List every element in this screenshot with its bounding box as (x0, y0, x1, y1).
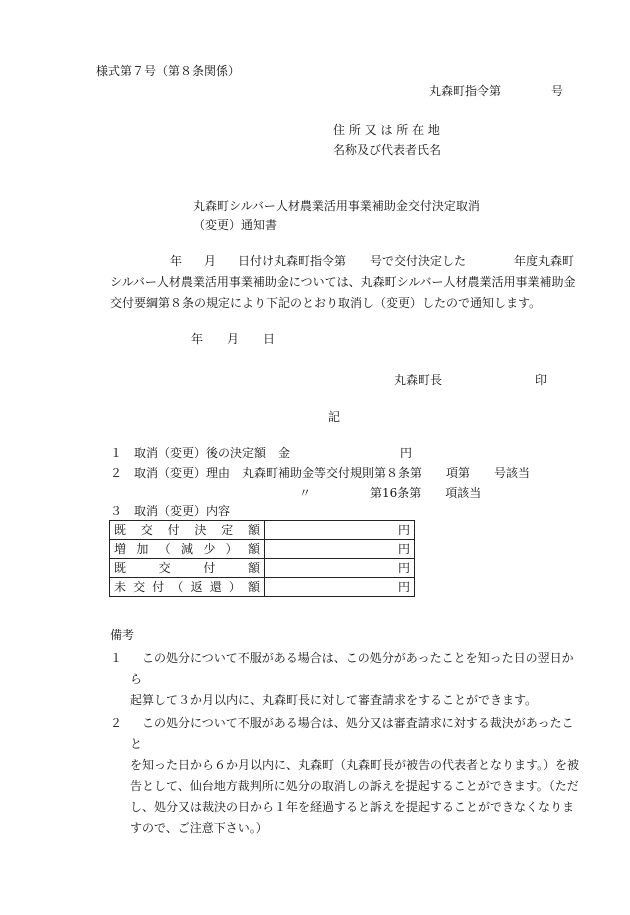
note-2-number: ２ (110, 716, 123, 730)
label-char: 交 (133, 580, 146, 594)
label-char: 返 (190, 580, 203, 594)
amount-table-row (110, 521, 415, 540)
directive-suffix: 号 (551, 84, 564, 98)
document-title-line2: （変更）通知書 (193, 218, 278, 232)
amount-row-value: 円 (265, 578, 415, 597)
issuer-title: 丸森町長 (394, 373, 443, 387)
amount-table-row (110, 540, 415, 559)
label-char: 交 (140, 523, 153, 537)
amount-row-label (110, 559, 265, 578)
notes-heading: 備考 (110, 628, 135, 642)
document-title-line1: 丸森町シルバー人材農業活用事業補助金交付決定取消 (193, 199, 480, 213)
note-1-line2: 起算して３か月以内に、丸森町長に対して審査請求をすることができます。 (130, 693, 538, 707)
label-char: 交 (158, 561, 171, 575)
item-1: １ 取消（変更）後の決定額 金 円 (110, 446, 413, 460)
notes (110, 625, 580, 839)
label-char: 未 (114, 580, 127, 594)
item-2-rule2: 第16条第 項該当 (370, 486, 482, 500)
amount-row-value: 円 (265, 521, 415, 540)
directive-number (429, 84, 563, 98)
label-char: 付 (203, 561, 216, 575)
intro-line2: シルバー人材農業活用事業補助金については、丸森町シルバー人材農業活用事業補助金 (110, 275, 576, 289)
label-char: 額 (247, 580, 260, 594)
amount-row-value: 円 (265, 540, 415, 559)
ki-heading: 記 (328, 410, 341, 424)
amount-row-label-chars (114, 540, 260, 558)
label-char: ） (228, 580, 241, 594)
label-char: 既 (114, 523, 127, 537)
amount-table (109, 520, 415, 597)
amount-row-label (110, 540, 265, 559)
label-char: 付 (152, 580, 165, 594)
amount-row-label (110, 521, 265, 540)
address-label: 住 所 又 は 所 在 地 (333, 123, 440, 137)
name-label: 名称及び代表者氏名 (333, 143, 442, 157)
label-char: 額 (247, 561, 260, 575)
label-char: 定 (221, 523, 234, 537)
label-char: ） (225, 542, 238, 556)
amount-table-body (110, 521, 415, 597)
note-2-line1: この処分について不服がある場合は、処分又は審査請求に対する裁決があったこと (130, 716, 574, 751)
label-char: 少 (203, 542, 216, 556)
note-2-line5: すので、ご注意下さい。） (130, 821, 268, 835)
note-2-line2: を知った日から６か月以内に、丸森町（丸森町長が被告の代表者となります。）を被 (130, 758, 580, 772)
form-number: 様式第７号（第８条関係） (96, 64, 241, 78)
amount-row-label-chars (114, 521, 260, 539)
label-char: 減 (180, 542, 193, 556)
label-char: 還 (209, 580, 222, 594)
note-2 (110, 713, 580, 839)
item-2-ditto: 〃 (299, 486, 312, 500)
label-char: 既 (114, 561, 127, 575)
note-1-line1: この処分について不服がある場合は、この処分があったことを知った日の翌日から (130, 651, 574, 686)
amount-row-label-chars (114, 578, 260, 596)
label-char: 増 (114, 542, 127, 556)
intro-line1: 年 月 日付け丸森町指令第 号で交付決定した 年度丸森町 (170, 254, 575, 268)
label-char: 額 (247, 542, 260, 556)
label-char: 決 (194, 523, 207, 537)
item-2: ２ 取消（変更）理由 丸森町補助金等交付規則第８条第 項第 号該当 (110, 466, 531, 480)
intro-paragraph (110, 251, 580, 314)
amount-table-row (110, 578, 415, 597)
label-char: （ (158, 542, 171, 556)
seal-mark: 印 (535, 373, 548, 387)
amount-row-label-chars (114, 559, 260, 577)
label-char: （ (171, 580, 184, 594)
amount-row-label (110, 578, 265, 597)
label-char: 付 (167, 523, 180, 537)
item-3: ３ 取消（変更）内容 (110, 504, 231, 518)
label-char: 加 (136, 542, 149, 556)
intro-line3: 交付要綱第８条の規定により下記のとおり取消し（変更）したので通知します。 (110, 296, 542, 310)
amount-table-row (110, 559, 415, 578)
note-2-line4: し、処分又は裁決の日から１年を経過すると訴えを提起することができなくなりま (130, 800, 575, 814)
note-1 (110, 648, 580, 711)
amount-row-value: 円 (265, 559, 415, 578)
note-2-line3: 告として、仙台地方裁判所に処分の取消しの訴えを提起することができます。（ただ (130, 779, 579, 793)
note-1-number: １ (110, 651, 123, 665)
directive-prefix: 丸森町指令第 (429, 84, 502, 98)
date-line: 年 月 日 (191, 332, 276, 346)
label-char: 額 (247, 523, 260, 537)
